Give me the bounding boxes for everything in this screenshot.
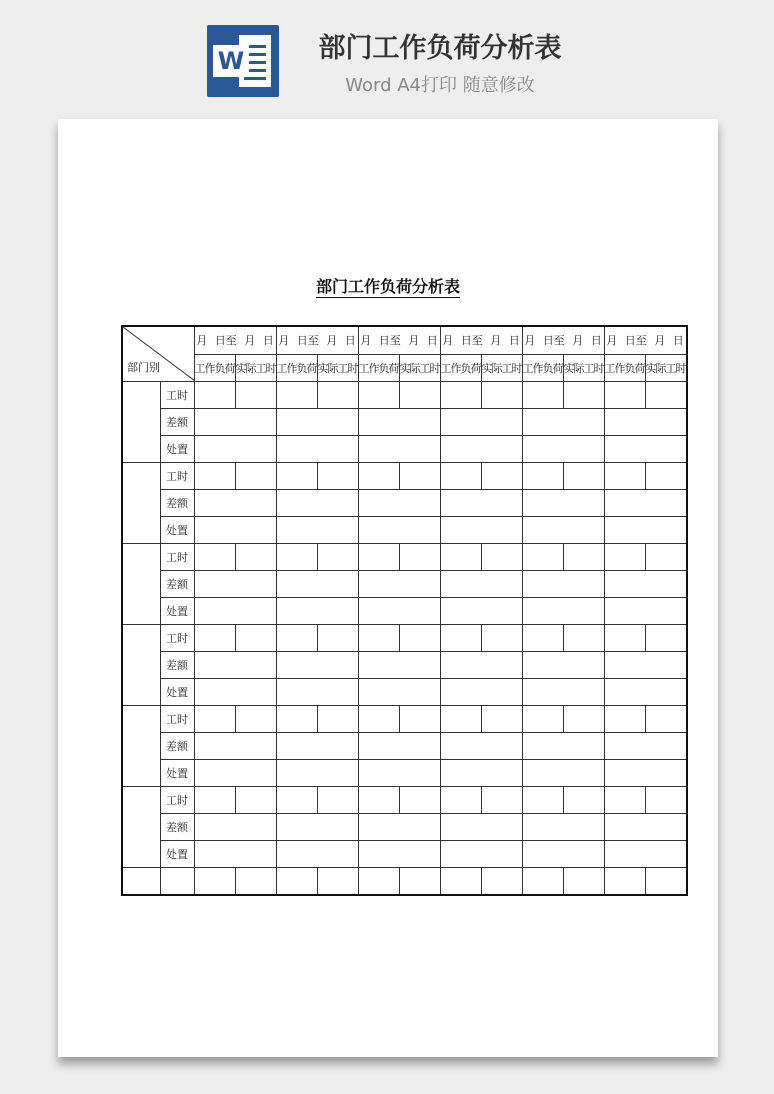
actual-hours-cell[interactable] [563, 544, 604, 571]
actual-hours-cell[interactable] [235, 787, 276, 814]
merged-cell[interactable] [194, 733, 276, 760]
actual-hours-header: 实际工时 [645, 354, 687, 382]
word-letter: W [213, 45, 249, 77]
actual-hours-cell[interactable] [317, 382, 358, 409]
workload-cell[interactable] [194, 382, 235, 409]
row-label: 差额 [160, 571, 194, 598]
summary-cell[interactable] [194, 868, 235, 896]
merged-cell[interactable] [276, 841, 358, 868]
workload-cell[interactable] [358, 787, 399, 814]
actual-hours-cell[interactable] [563, 787, 604, 814]
workload-cell[interactable] [276, 787, 317, 814]
merged-cell[interactable] [604, 841, 687, 868]
merged-cell[interactable] [358, 814, 440, 841]
workload-cell[interactable] [358, 706, 399, 733]
merged-cell[interactable] [522, 598, 604, 625]
merged-cell[interactable] [522, 490, 604, 517]
summary-cell[interactable] [440, 868, 481, 896]
actual-hours-cell[interactable] [645, 463, 687, 490]
summary-cell[interactable] [317, 868, 358, 896]
summary-cell[interactable] [122, 868, 160, 896]
merged-cell[interactable] [358, 436, 440, 463]
workload-cell[interactable] [522, 463, 563, 490]
actual-hours-cell[interactable] [317, 787, 358, 814]
table-row [122, 409, 687, 436]
word-document-icon [207, 25, 279, 97]
row-label: 工时 [160, 463, 194, 490]
workload-cell[interactable] [276, 706, 317, 733]
merged-cell[interactable] [276, 598, 358, 625]
workload-table [121, 325, 688, 896]
actual-hours-cell[interactable] [563, 625, 604, 652]
actual-hours-cell[interactable] [399, 463, 440, 490]
merged-cell[interactable] [194, 814, 276, 841]
merged-cell[interactable] [604, 490, 687, 517]
summary-cell[interactable] [358, 868, 399, 896]
merged-cell[interactable] [194, 436, 276, 463]
merged-cell[interactable] [358, 841, 440, 868]
row-label: 差额 [160, 733, 194, 760]
actual-hours-cell[interactable] [481, 625, 522, 652]
actual-hours-cell[interactable] [481, 382, 522, 409]
merged-cell[interactable] [276, 517, 358, 544]
actual-hours-cell[interactable] [399, 625, 440, 652]
row-label: 处置 [160, 517, 194, 544]
period-header: 月 日至 月 日 [358, 326, 440, 354]
merged-cell[interactable] [276, 409, 358, 436]
merged-cell[interactable] [522, 679, 604, 706]
workload-cell[interactable] [522, 544, 563, 571]
actual-hours-cell[interactable] [481, 706, 522, 733]
table-row [122, 463, 687, 490]
workload-cell[interactable] [522, 787, 563, 814]
row-label: 差额 [160, 409, 194, 436]
actual-hours-cell[interactable] [645, 544, 687, 571]
merged-cell[interactable] [440, 841, 522, 868]
department-cell[interactable] [122, 625, 160, 706]
workload-cell[interactable] [440, 625, 481, 652]
merged-cell[interactable] [522, 760, 604, 787]
table-row [122, 706, 687, 733]
summary-cell[interactable] [522, 868, 563, 896]
row-label: 工时 [160, 625, 194, 652]
merged-cell[interactable] [522, 409, 604, 436]
actual-hours-cell[interactable] [399, 706, 440, 733]
actual-hours-header: 实际工时 [399, 354, 440, 382]
row-label: 处置 [160, 598, 194, 625]
merged-cell[interactable] [194, 598, 276, 625]
table-row [122, 598, 687, 625]
summary-cell[interactable] [235, 868, 276, 896]
row-label: 处置 [160, 760, 194, 787]
workload-cell[interactable] [276, 544, 317, 571]
actual-hours-cell[interactable] [481, 463, 522, 490]
table-row [122, 490, 687, 517]
workload-cell[interactable] [604, 787, 645, 814]
merged-cell[interactable] [440, 814, 522, 841]
merged-cell[interactable] [194, 517, 276, 544]
workload-cell[interactable] [194, 706, 235, 733]
header-row-columns [122, 354, 687, 382]
merged-cell[interactable] [276, 436, 358, 463]
actual-hours-header: 实际工时 [563, 354, 604, 382]
actual-hours-cell[interactable] [645, 787, 687, 814]
actual-hours-cell[interactable] [317, 706, 358, 733]
summary-cell[interactable] [645, 868, 687, 896]
document-page [58, 119, 718, 1057]
row-label: 差额 [160, 814, 194, 841]
actual-hours-cell[interactable] [563, 706, 604, 733]
row-label: 处置 [160, 679, 194, 706]
workload-cell[interactable] [276, 463, 317, 490]
row-label: 差额 [160, 652, 194, 679]
merged-cell[interactable] [194, 760, 276, 787]
workload-cell[interactable] [358, 625, 399, 652]
actual-hours-cell[interactable] [645, 706, 687, 733]
actual-hours-cell[interactable] [645, 625, 687, 652]
merged-cell[interactable] [440, 598, 522, 625]
table-row [122, 625, 687, 652]
period-header: 月 日至 月 日 [440, 326, 522, 354]
merged-cell[interactable] [358, 409, 440, 436]
workload-cell[interactable] [194, 625, 235, 652]
workload-cell[interactable] [604, 463, 645, 490]
workload-cell[interactable] [440, 382, 481, 409]
table-row [122, 517, 687, 544]
merged-cell[interactable] [440, 409, 522, 436]
merged-cell[interactable] [604, 679, 687, 706]
workload-header: 工作负荷 [522, 354, 563, 382]
merged-cell[interactable] [276, 652, 358, 679]
row-label: 处置 [160, 841, 194, 868]
summary-cell[interactable] [481, 868, 522, 896]
actual-hours-cell[interactable] [399, 382, 440, 409]
merged-cell[interactable] [604, 571, 687, 598]
workload-cell[interactable] [358, 463, 399, 490]
workload-cell[interactable] [604, 382, 645, 409]
merged-cell[interactable] [194, 652, 276, 679]
workload-cell[interactable] [276, 625, 317, 652]
workload-cell[interactable] [522, 706, 563, 733]
merged-cell[interactable] [440, 571, 522, 598]
department-cell[interactable] [122, 706, 160, 787]
actual-hours-cell[interactable] [481, 544, 522, 571]
workload-header: 工作负荷 [358, 354, 399, 382]
period-header: 月 日至 月 日 [276, 326, 358, 354]
workload-cell[interactable] [194, 544, 235, 571]
merged-cell[interactable] [440, 490, 522, 517]
header-title: 部门工作负荷分析表 [318, 33, 562, 64]
table-row [122, 841, 687, 868]
actual-hours-header: 实际工时 [481, 354, 522, 382]
merged-cell[interactable] [604, 409, 687, 436]
actual-hours-cell[interactable] [235, 625, 276, 652]
merged-cell[interactable] [358, 679, 440, 706]
merged-cell[interactable] [604, 814, 687, 841]
merged-cell[interactable] [440, 760, 522, 787]
summary-cell[interactable] [399, 868, 440, 896]
period-header: 月 日至 月 日 [522, 326, 604, 354]
merged-cell[interactable] [358, 652, 440, 679]
merged-cell[interactable] [440, 517, 522, 544]
actual-hours-cell[interactable] [399, 787, 440, 814]
row-label: 差额 [160, 490, 194, 517]
merged-cell[interactable] [604, 760, 687, 787]
actual-hours-cell[interactable] [563, 382, 604, 409]
actual-hours-cell[interactable] [235, 463, 276, 490]
table-row [122, 382, 687, 409]
department-cell[interactable] [122, 382, 160, 463]
actual-hours-cell[interactable] [317, 463, 358, 490]
actual-hours-cell[interactable] [317, 625, 358, 652]
workload-cell[interactable] [194, 463, 235, 490]
merged-cell[interactable] [604, 733, 687, 760]
merged-cell[interactable] [194, 571, 276, 598]
table-row [122, 544, 687, 571]
workload-cell[interactable] [358, 544, 399, 571]
summary-cell[interactable] [160, 868, 194, 896]
row-label: 工时 [160, 706, 194, 733]
actual-hours-cell[interactable] [317, 544, 358, 571]
merged-cell[interactable] [604, 598, 687, 625]
summary-row [122, 868, 687, 896]
merged-cell[interactable] [194, 490, 276, 517]
workload-cell[interactable] [194, 787, 235, 814]
merged-cell[interactable] [522, 733, 604, 760]
actual-hours-cell[interactable] [235, 544, 276, 571]
table-row [122, 571, 687, 598]
actual-hours-cell[interactable] [235, 706, 276, 733]
merged-cell[interactable] [358, 571, 440, 598]
table-row [122, 652, 687, 679]
corner-label: 部门别 [127, 361, 160, 374]
header-subtitle: Word A4打印 随意修改 [345, 75, 535, 96]
header [0, 0, 774, 110]
workload-cell[interactable] [604, 544, 645, 571]
merged-cell[interactable] [194, 679, 276, 706]
table-row [122, 760, 687, 787]
workload-cell[interactable] [358, 382, 399, 409]
merged-cell[interactable] [276, 760, 358, 787]
actual-hours-cell[interactable] [399, 544, 440, 571]
actual-hours-cell[interactable] [235, 382, 276, 409]
merged-cell[interactable] [358, 598, 440, 625]
summary-cell[interactable] [563, 868, 604, 896]
workload-cell[interactable] [440, 463, 481, 490]
merged-cell[interactable] [522, 571, 604, 598]
actual-hours-cell[interactable] [563, 463, 604, 490]
workload-cell[interactable] [440, 787, 481, 814]
row-label: 工时 [160, 382, 194, 409]
merged-cell[interactable] [440, 652, 522, 679]
merged-cell[interactable] [358, 760, 440, 787]
summary-cell[interactable] [604, 868, 645, 896]
merged-cell[interactable] [358, 517, 440, 544]
table-row [122, 787, 687, 814]
workload-cell[interactable] [522, 625, 563, 652]
workload-header: 工作负荷 [440, 354, 481, 382]
workload-cell[interactable] [440, 544, 481, 571]
merged-cell[interactable] [440, 436, 522, 463]
merged-cell[interactable] [276, 490, 358, 517]
workload-cell[interactable] [604, 625, 645, 652]
merged-cell[interactable] [522, 652, 604, 679]
merged-cell[interactable] [604, 436, 687, 463]
merged-cell[interactable] [358, 733, 440, 760]
merged-cell[interactable] [522, 517, 604, 544]
workload-header: 工作负荷 [276, 354, 317, 382]
department-cell[interactable] [122, 463, 160, 544]
table-row [122, 436, 687, 463]
actual-hours-header: 实际工时 [235, 354, 276, 382]
table-row [122, 814, 687, 841]
row-label: 处置 [160, 436, 194, 463]
header-row-periods [122, 326, 687, 354]
actual-hours-cell[interactable] [481, 787, 522, 814]
actual-hours-cell[interactable] [645, 382, 687, 409]
merged-cell[interactable] [194, 841, 276, 868]
document-title: 部门工作负荷分析表 [315, 277, 460, 296]
period-header: 月 日至 月 日 [604, 326, 687, 354]
workload-cell[interactable] [440, 706, 481, 733]
merged-cell[interactable] [276, 679, 358, 706]
merged-cell[interactable] [276, 733, 358, 760]
merged-cell[interactable] [276, 571, 358, 598]
merged-cell[interactable] [194, 409, 276, 436]
merged-cell[interactable] [522, 841, 604, 868]
merged-cell[interactable] [604, 652, 687, 679]
workload-header: 工作负荷 [604, 354, 645, 382]
merged-cell[interactable] [276, 814, 358, 841]
department-cell[interactable] [122, 787, 160, 868]
merged-cell[interactable] [522, 436, 604, 463]
workload-header: 工作负荷 [194, 354, 235, 382]
period-header: 月 日至 月 日 [194, 326, 276, 354]
row-label: 工时 [160, 544, 194, 571]
merged-cell[interactable] [522, 814, 604, 841]
actual-hours-header: 实际工时 [317, 354, 358, 382]
workload-cell[interactable] [276, 382, 317, 409]
merged-cell[interactable] [440, 679, 522, 706]
table-row [122, 733, 687, 760]
table-row [122, 679, 687, 706]
merged-cell[interactable] [440, 733, 522, 760]
row-label: 工时 [160, 787, 194, 814]
workload-cell[interactable] [522, 382, 563, 409]
workload-cell[interactable] [604, 706, 645, 733]
merged-cell[interactable] [358, 490, 440, 517]
summary-cell[interactable] [276, 868, 317, 896]
merged-cell[interactable] [604, 517, 687, 544]
department-cell[interactable] [122, 544, 160, 625]
corner-cell [122, 326, 194, 382]
